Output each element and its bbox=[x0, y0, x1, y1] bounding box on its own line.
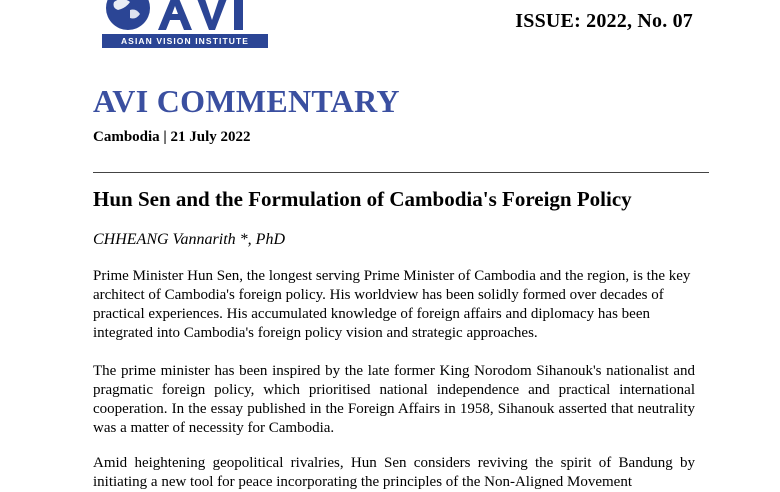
paragraph-2: The prime minister has been inspired by the late former King Norodom Sihanouk's nationalist and pragmatic foreign policy, which prioritised national independence and practical international cooperation. In the essay published in the Foreign Affairs in 1958, Sihanouk asserted that neutrality was a matter of necessity for Cambodia. bbox=[93, 363, 695, 436]
article-headline: Hun Sen and the Formulation of Cambodia's Foreign Policy bbox=[93, 187, 632, 211]
paragraph-3: Amid heightening geopolitical rivalries, Hun Sen considers reviving the spirit of Bandung by initiating a new tool for peace incorporating the principles of the Non-Aligned Movement bbox=[93, 455, 695, 490]
location-date: Cambodia | 21 July 2022 bbox=[93, 129, 251, 145]
series-title: AVI COMMENTARY bbox=[93, 83, 400, 119]
globe-logo-icon bbox=[100, 0, 270, 36]
divider bbox=[93, 172, 709, 173]
paragraph-1: Prime Minister Hun Sen, the longest serving Prime Minister of Cambodia and the region, is the key architect of Cambodia's foreign policy. His worldview has been solidly formed over decades of practical experiences. His accumulated knowledge of foreign affairs and diplomacy has been integrated into Cambodia's foreign policy vision and strategic approaches. bbox=[93, 268, 691, 341]
issue-number: ISSUE: 2022, No. 07 bbox=[515, 10, 693, 32]
article-author: CHHEANG Vannarith *, PhD bbox=[93, 231, 285, 248]
logo-tagline: ASIAN VISION INSTITUTE bbox=[102, 34, 268, 48]
avi-logo bbox=[100, 0, 270, 50]
